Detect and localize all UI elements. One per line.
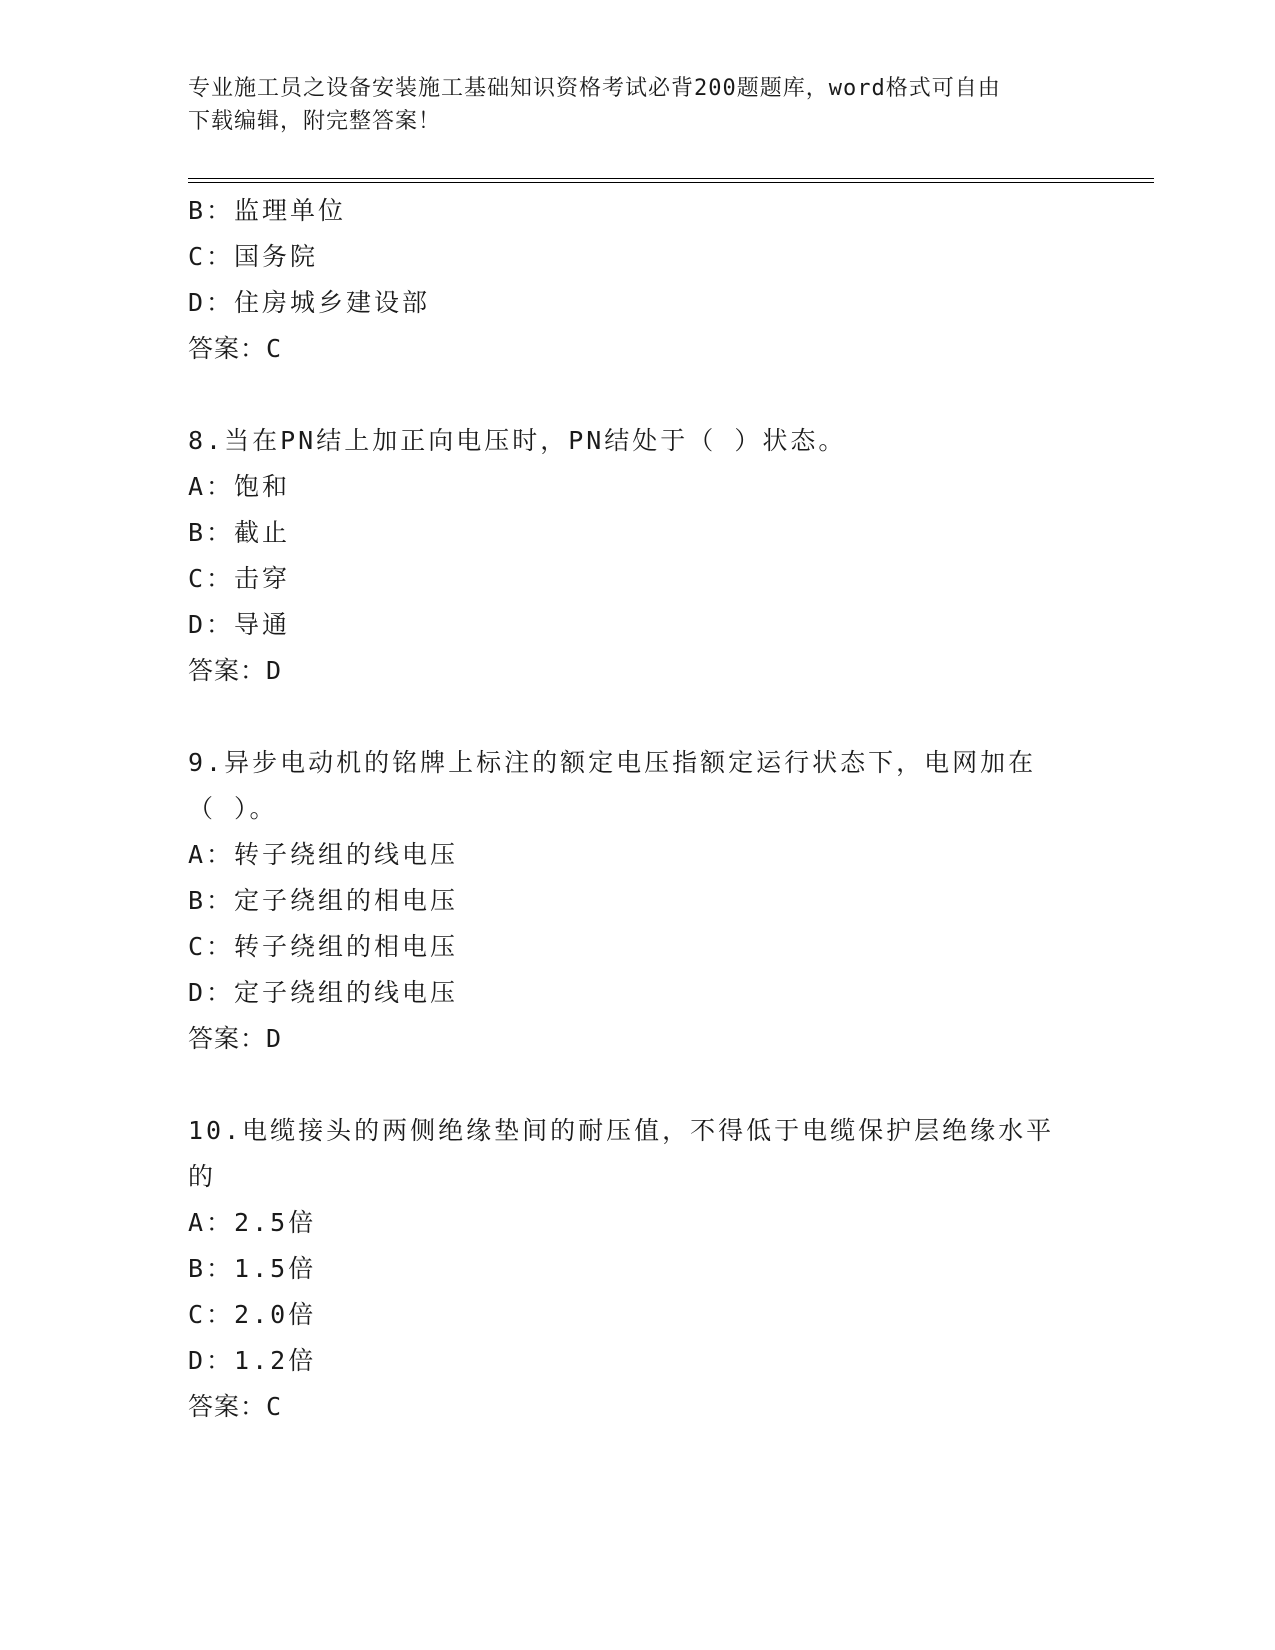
option-b: B：定子绕组的相电压: [188, 886, 459, 915]
option-d: D：1.2倍: [188, 1346, 317, 1375]
option-a: A：转子绕组的线电压: [188, 840, 459, 869]
question-text-line-2: 的: [188, 1162, 217, 1191]
option-b: B：截止: [188, 518, 291, 547]
option-c: C：国务院: [188, 242, 319, 271]
option-b: B：监理单位: [188, 196, 347, 225]
question-block-8: [188, 418, 1088, 694]
answer-line: 答案：C: [188, 1392, 283, 1421]
option-b: B：1.5倍: [188, 1254, 317, 1283]
option-d: D：住房城乡建设部: [188, 288, 431, 317]
answer-line: 答案：D: [188, 1024, 283, 1053]
answer-line: 答案：D: [188, 656, 283, 685]
header-divider-thin: [188, 182, 1154, 183]
question-block-7: [188, 188, 1088, 372]
question-text-line-1: 10.电缆接头的两侧绝缘垫间的耐压值，不得低于电缆保护层绝缘水平: [188, 1116, 1055, 1145]
question-text: 8.当在PN结上加正向电压时，PN结处于（ ）状态。: [188, 426, 847, 455]
option-d: D：定子绕组的线电压: [188, 978, 459, 1007]
question-text-line-2: （ ）。: [188, 794, 278, 823]
answer-line: 答案：C: [188, 334, 283, 363]
option-a: A：饱和: [188, 472, 291, 501]
question-block-9: [188, 740, 1088, 1062]
option-c: C：2.0倍: [188, 1300, 317, 1329]
question-text-line-1: 9.异步电动机的铭牌上标注的额定电压指额定运行状态下，电网加在: [188, 748, 1037, 777]
header-line-2: 下载编辑，附完整答案！: [188, 109, 442, 134]
question-block-10: [188, 1108, 1088, 1430]
header-divider-thick: [188, 178, 1154, 179]
option-d: D：导通: [188, 610, 291, 639]
question-list: [188, 188, 1088, 1430]
option-c: C：击穿: [188, 564, 291, 593]
option-c: C：转子绕组的相电压: [188, 932, 459, 961]
document-header: [188, 72, 1068, 138]
option-a: A：2.5倍: [188, 1208, 317, 1237]
header-line-1: 专业施工员之设备安装施工基础知识资格考试必背200题题库，word格式可自由: [188, 76, 1001, 101]
